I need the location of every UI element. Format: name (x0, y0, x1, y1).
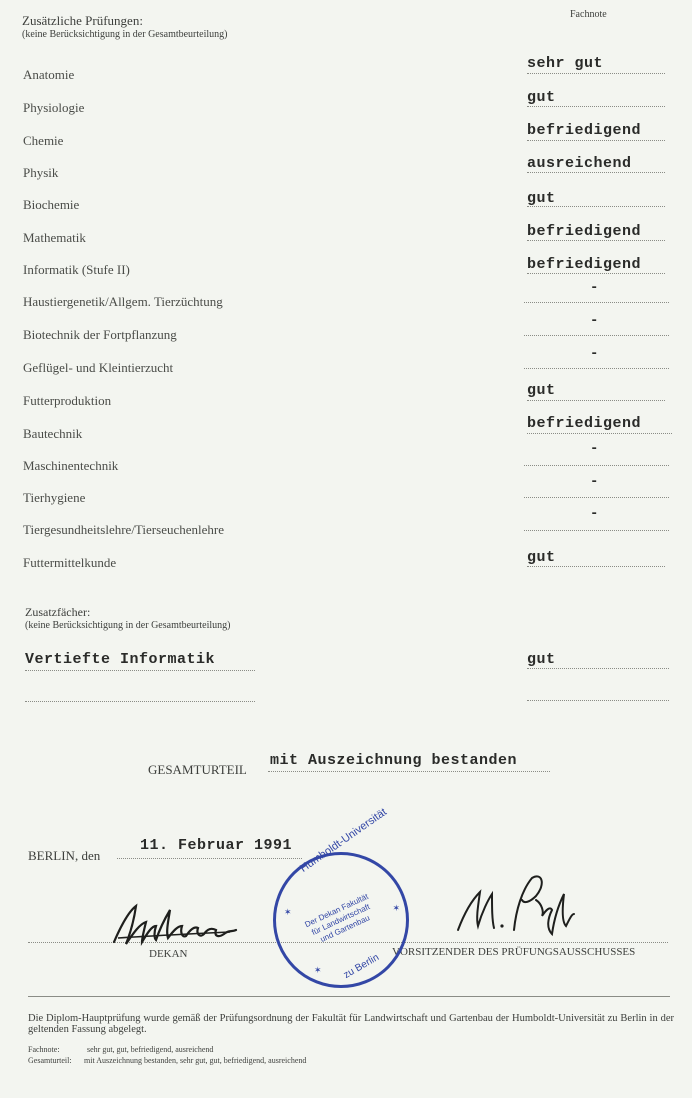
section-note: (keine Berücksichtigung in der Gesamtbeurteilung) (22, 29, 228, 40)
subject-grade: - (590, 346, 599, 362)
subject-grade: gut (527, 190, 556, 207)
subject-grade: befriedigend (527, 122, 642, 139)
subject-name: Futtermittelkunde (23, 555, 117, 570)
additional-grade: gut (527, 651, 556, 668)
gesamturteil-legend-label: Gesamturteil: (28, 1056, 72, 1065)
fachnote-legend-values: sehr gut, gut, befriedigend, ausreichend (87, 1045, 214, 1054)
grade-line (524, 335, 669, 336)
grade-column-label: Fachnote (570, 9, 607, 20)
subject-name: Futterproduktion (23, 393, 112, 408)
subject-grade: gut (527, 549, 556, 566)
subject-grade: ausreichend (527, 155, 632, 172)
subject-grade: gut (527, 382, 556, 399)
section-title: Zusätzliche Prüfungen: (22, 13, 143, 28)
chair-signature (452, 870, 576, 938)
subject-name: Tiergesundheitslehre/Tierseuchenlehre (23, 522, 224, 537)
grade-line (527, 73, 665, 74)
subject-name: Biotechnik der Fortpflanzung (23, 327, 177, 342)
grade-line (527, 566, 665, 567)
subject-grade: - (590, 506, 599, 522)
subject-name: Physik (23, 165, 59, 180)
additional-subject-line (25, 670, 255, 671)
dean-label: DEKAN (149, 948, 188, 960)
subject-name: Chemie (23, 133, 64, 148)
subject-name: Physiologie (23, 100, 85, 115)
grade-line (527, 106, 665, 107)
subject-grade: befriedigend (527, 415, 642, 432)
stamp-inner-text: Der Dekan Fakultät für Landwirtschaft und Gartenbau (303, 891, 372, 944)
subject-grade: befriedigend (527, 223, 642, 240)
subject-grade: - (590, 474, 599, 490)
overall-label: GESAMTURTEIL (148, 762, 247, 777)
additional-note: (keine Berücksichtigung in der Gesamtbeurteilung) (25, 620, 231, 631)
fachnote-legend-label: Fachnote: (28, 1045, 60, 1054)
additional-grade-line (527, 668, 669, 669)
footer-statement: Die Diplom-Hauptprüfung wurde gemäß der Prüfungsordnung der Fakultät für Landwirtschaft und Gartenbau der Humboldt-Universität zu Berlin in der geltenden Fassung abgelegt. (28, 1013, 674, 1035)
grade-line (527, 172, 665, 173)
subject-name: Mathematik (23, 230, 86, 245)
empty-grade-line (527, 700, 669, 701)
stamp-star-icon: ✶ (314, 965, 322, 975)
subject-grade: - (590, 280, 599, 296)
grade-line (527, 400, 665, 401)
gesamturteil-legend-values: mit Auszeichnung bestanden, sehr gut, gut, befriedigend, ausreichend (84, 1056, 307, 1065)
stamp-star-icon: ✶ (284, 907, 292, 917)
empty-subject-line (25, 701, 255, 702)
additional-title: Zusatzfächer: (25, 605, 91, 619)
stamp-star-icon: ✶ (392, 903, 400, 913)
additional-subject: Vertiefte Informatik (25, 651, 216, 668)
place-label: BERLIN, den (28, 848, 101, 863)
subject-grade: sehr gut (527, 55, 604, 72)
stamp-top-text: Humboldt-Universität (298, 806, 390, 875)
overall-line (268, 771, 550, 772)
grade-line (524, 530, 669, 531)
grade-line (524, 497, 669, 498)
subject-grade: - (590, 313, 599, 329)
subject-name: Informatik (Stufe II) (23, 262, 130, 277)
grade-line (527, 140, 665, 141)
subject-name: Geflügel- und Kleintierzucht (23, 360, 174, 375)
grade-line (527, 273, 665, 274)
grade-line (527, 206, 665, 207)
date-line (117, 858, 302, 859)
stamp-bottom-text: zu Berlin (341, 952, 382, 981)
dean-signature (108, 898, 240, 950)
subject-grade: - (590, 441, 599, 457)
subject-name: Haustiergenetik/Allgem. Tierzüchtung (23, 294, 223, 309)
subject-name: Biochemie (23, 197, 80, 212)
date-value: 11. Februar 1991 (140, 837, 293, 854)
grade-line (524, 302, 669, 303)
overall-value: mit Auszeichnung bestanden (270, 752, 518, 769)
grade-line (527, 433, 672, 434)
subject-grade: befriedigend (527, 256, 642, 273)
grade-line (527, 240, 665, 241)
subject-name: Tierhygiene (23, 490, 86, 505)
subject-grade: gut (527, 89, 556, 106)
grade-line (524, 465, 669, 466)
subject-name: Maschinentechnik (23, 458, 119, 473)
footer-divider (28, 996, 670, 997)
subject-name: Bautechnik (23, 426, 83, 441)
grade-line (524, 368, 669, 369)
subject-name: Anatomie (23, 67, 75, 82)
university-stamp (273, 806, 409, 988)
chair-label: VORSITZENDER DES PRÜFUNGSAUSSCHUSSES (392, 946, 636, 958)
